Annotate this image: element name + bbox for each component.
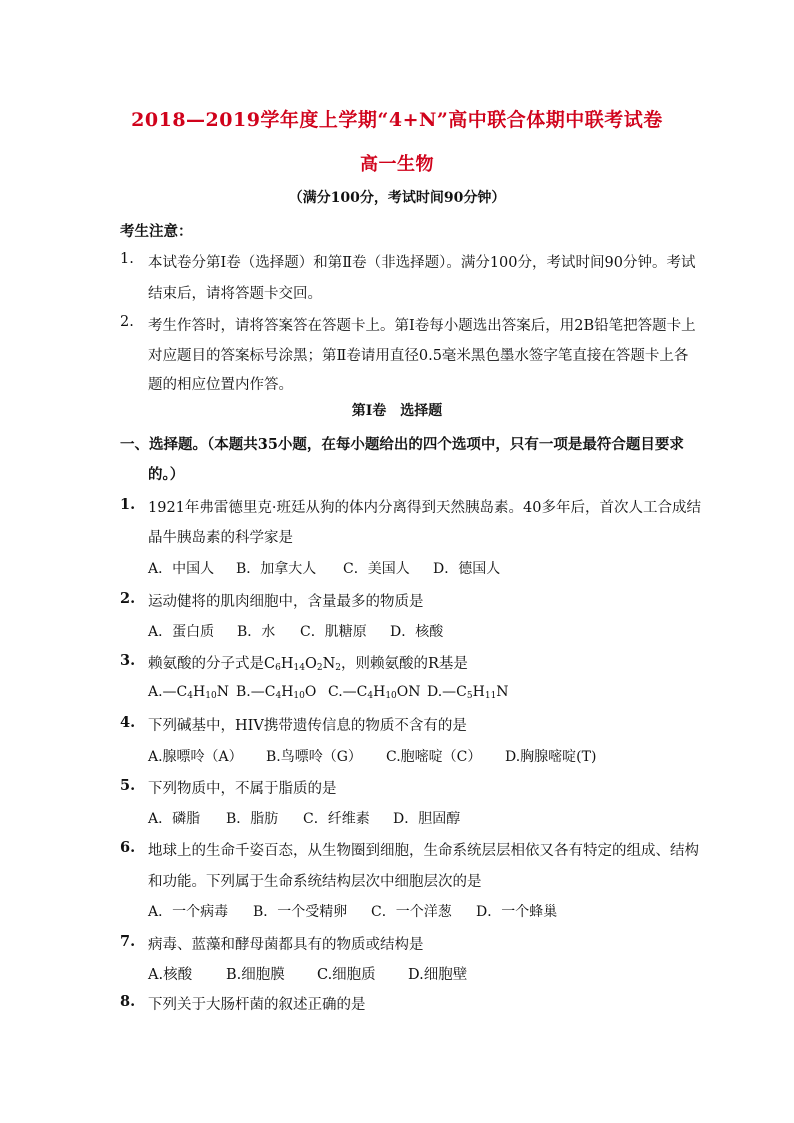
notice-item-text: 题的相应位置内作答。 [148, 377, 293, 393]
part-instructions: 一、选择题。（本题共35小题，在每小题给出的四个选项中，只有一项是最符合题目要求 [120, 436, 684, 453]
option-d: D．德国人 [433, 561, 501, 577]
option-c: C.胞嘧啶（C） [386, 749, 482, 765]
question-number: 3. [120, 652, 136, 669]
question-text: 运动健将的肌肉细胞中，含量最多的物质是 [148, 594, 424, 610]
option-a: A．中国人 [148, 561, 215, 577]
question-number: 5. [120, 777, 136, 794]
option-a: A．磷脂 [148, 811, 201, 827]
question-number: 7. [120, 933, 136, 950]
option-b: B．加拿大人 [236, 561, 317, 577]
notice-item-number: 1. [120, 251, 134, 267]
question-number: 8. [120, 993, 136, 1010]
option-b: B．水 [237, 624, 276, 640]
subscript: 10 [385, 691, 397, 701]
notice-item-text: 结束后，请将答题卡交回。 [148, 286, 322, 302]
formula-part: O [304, 656, 317, 672]
formula-part: ，则赖氨酸的R基是 [340, 656, 468, 672]
formula-part: C.—C [328, 684, 368, 700]
question-number: 6. [120, 839, 136, 856]
option-d [427, 684, 509, 700]
subscript: 6 [275, 663, 281, 673]
option-b [236, 684, 316, 700]
notice-item-number: 2. [120, 314, 134, 330]
question-text: 地球上的生命千姿百态，从生物圈到细胞，生命系统层层相依又各有特定的组成、结构 [148, 843, 699, 859]
subscript: 2 [335, 663, 341, 673]
option-b: B.鸟嘌呤（G） [266, 749, 362, 765]
formula-part: H [373, 684, 386, 700]
option-d: D．核酸 [390, 624, 444, 640]
question-text: 下列关于大肠杆菌的叙述正确的是 [148, 997, 366, 1013]
subscript: 10 [293, 691, 305, 701]
notice-item-text: 考生作答时，请将答案答在答题卡上。第Ⅰ卷每小题选出答案后，用2B铅笔把答题卡上 [148, 318, 696, 334]
formula-part: H [472, 684, 485, 700]
question-text: 下列碱基中，HIV携带遗传信息的物质不含有的是 [148, 718, 467, 734]
subscript: 2 [316, 663, 323, 673]
formula-part: H [280, 656, 294, 672]
formula-part: D.—C [427, 684, 467, 700]
question-number: 1. [120, 496, 136, 513]
subscript: 4 [187, 691, 194, 701]
option-c: C．纤维素 [303, 811, 370, 827]
option-c: C．肌糖原 [300, 624, 367, 640]
question-text: 病毒、蓝藻和酵母菌都具有的物质或结构是 [148, 937, 424, 953]
score-time-note: （满分100分，考试时间90分钟） [288, 190, 506, 206]
formula-part: N [216, 684, 229, 700]
option-b: B.细胞膜 [226, 967, 285, 983]
formula-part: ON [396, 684, 421, 700]
subscript: 4 [275, 691, 282, 701]
subscript: 4 [367, 691, 374, 701]
subject-title: 高一生物 [360, 154, 434, 175]
formula-part: N [322, 656, 336, 672]
option-a [148, 684, 229, 700]
question-text: 1921年弗雷德里克·班廷从狗的体内分离得到天然胰岛素。40多年后，首次人工合成结 [148, 500, 701, 516]
option-d: D．一个蜂巢 [476, 904, 558, 920]
question-number: 4. [120, 714, 136, 731]
option-c: C．一个洋葱 [371, 904, 452, 920]
subscript: 11 [484, 691, 497, 701]
formula-part: H [281, 684, 294, 700]
subscript: 10 [205, 691, 217, 701]
formula-part: 赖氨酸的分子式是C [148, 656, 276, 672]
formula-part: A.—C [148, 684, 188, 700]
option-b: B．一个受精卵 [253, 904, 348, 920]
formula-part: O [304, 684, 317, 700]
part-instructions-cont: 的。） [148, 466, 185, 483]
exam-title: 2018—2019学年度上学期“4+N”高中联合体期中联考试卷 [131, 109, 663, 131]
notice-item-text: 本试卷分第Ⅰ卷（选择题）和第Ⅱ卷（非选择题）。满分100分，考试时间90分钟。考试 [148, 255, 696, 271]
subscript: 5 [466, 691, 473, 701]
notice-heading: 考生注意： [120, 223, 193, 240]
option-a: A．蛋白质 [148, 624, 215, 640]
option-c [328, 684, 421, 700]
question-number: 2. [120, 590, 136, 607]
option-a: A．一个病毒 [148, 904, 229, 920]
option-d: D.胸腺嘧啶(T) [505, 749, 597, 765]
option-c: C.细胞质 [317, 967, 376, 983]
option-a: A.核酸 [148, 967, 193, 983]
question-text: 晶牛胰岛素的科学家是 [148, 530, 293, 546]
formula-part: B.—C [236, 684, 276, 700]
option-c: C．美国人 [343, 561, 410, 577]
formula-part: N [496, 684, 509, 700]
option-a: A.腺嘌呤（A） [148, 749, 243, 765]
option-d: D．胆固醇 [393, 811, 461, 827]
notice-item-text: 对应题目的答案标号涂黑；第Ⅱ卷请用直径0.5毫米黑色墨水签字笔直接在答题卡上各 [148, 348, 689, 364]
option-d: D.细胞壁 [408, 967, 468, 983]
formula-part: H [193, 684, 206, 700]
option-b: B．脂肪 [226, 811, 279, 827]
question-text: 下列物质中，不属于脂质的是 [148, 781, 337, 797]
question-text: 和功能。下列属于生命系统结构层次中细胞层次的是 [148, 874, 482, 890]
subscript: 14 [293, 663, 305, 673]
question-text [148, 652, 468, 673]
section-title: 第Ⅰ卷 选择题 [351, 403, 443, 419]
